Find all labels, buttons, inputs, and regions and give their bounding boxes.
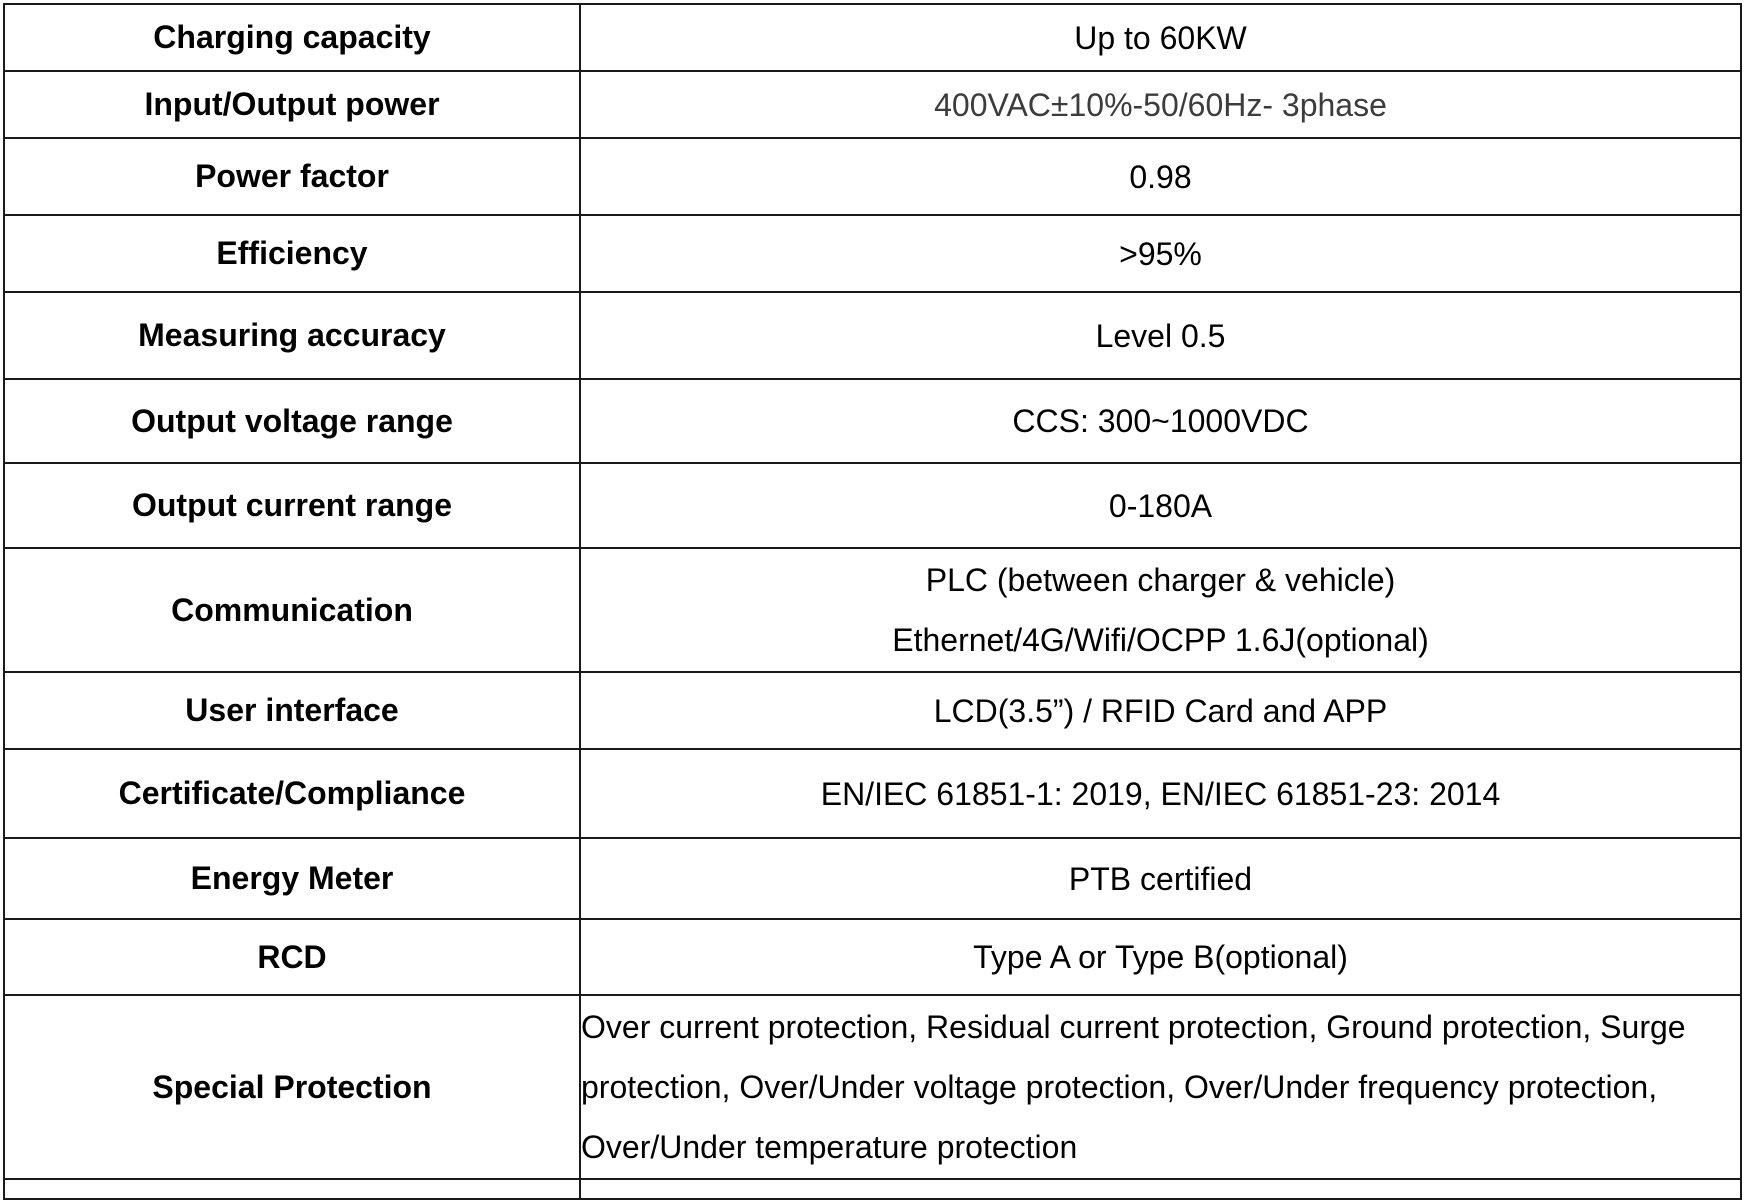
row-value-line: LCD(3.5”) / RFID Card and APP [933,692,1388,729]
table-row [4,71,1741,138]
row-value-line: Up to 60KW [1074,19,1247,56]
table-row [4,4,1741,71]
row-value [580,292,1741,379]
table-row [4,379,1741,463]
row-label: Output current range [4,463,580,548]
row-label: Charging capacity [4,4,580,71]
row-value [580,71,1741,138]
row-value-line: PLC (between charger & vehicle) [925,562,1396,598]
row-label: Power factor [4,138,580,215]
row-value-line: Over/Under temperature protection [581,1129,1078,1165]
spec-table [3,3,1742,1200]
table-row [4,995,1741,1179]
row-label: User interface [4,672,580,749]
row-value-line: 0.98 [1129,158,1192,195]
row-value [580,672,1741,749]
row-value [580,995,1741,1179]
table-row [4,138,1741,215]
row-value [580,138,1741,215]
row-value-line: Ethernet/4G/Wifi/OCPP 1.6J(optional) [892,622,1429,658]
row-value [580,4,1741,71]
table-row [4,463,1741,548]
row-label: Certificate/Compliance [4,749,580,838]
row-value [580,379,1741,463]
table-row [4,838,1741,919]
row-value-line: Over current protection, Residual current protection, Ground protection, Surge [581,1009,1686,1045]
row-label: Input/Output power [4,71,580,138]
row-value [580,215,1741,292]
row-value-line: 0-180A [1108,487,1213,524]
row-label: RCD [4,919,580,995]
table-row [4,548,1741,672]
table-row [4,1179,1741,1199]
table-row [4,919,1741,995]
row-value [580,463,1741,548]
row-value [580,749,1741,838]
table-row [4,292,1741,379]
row-label: Special Protection [4,995,580,1179]
table-row [4,672,1741,749]
row-value-line: >95% [1119,235,1202,272]
row-value-partial [580,1179,1741,1199]
row-value-line: Level 0.5 [1095,317,1226,354]
row-label: Output voltage range [4,379,580,463]
table-row [4,215,1741,292]
table-row [4,749,1741,838]
row-label-partial [4,1179,580,1199]
row-value-line: PTB certified [1068,860,1253,897]
row-label: Energy Meter [4,838,580,919]
row-value-line: EN/IEC 61851-1: 2019, EN/IEC 61851-23: 2014 [820,775,1501,812]
row-value [580,919,1741,995]
row-label: Efficiency [4,215,580,292]
row-value-line: 400VAC±10%-50/60Hz- 3phase [934,86,1387,123]
row-value-line: protection, Over/Under voltage protection, Over/Under frequency protection, [581,1069,1658,1105]
row-label: Measuring accuracy [4,292,580,379]
row-value [580,838,1741,919]
row-value [580,548,1741,672]
row-label: Communication [4,548,580,672]
row-value-line: CCS: 300~1000VDC [1012,403,1309,439]
row-value-line: Type A or Type B(optional) [973,939,1348,975]
